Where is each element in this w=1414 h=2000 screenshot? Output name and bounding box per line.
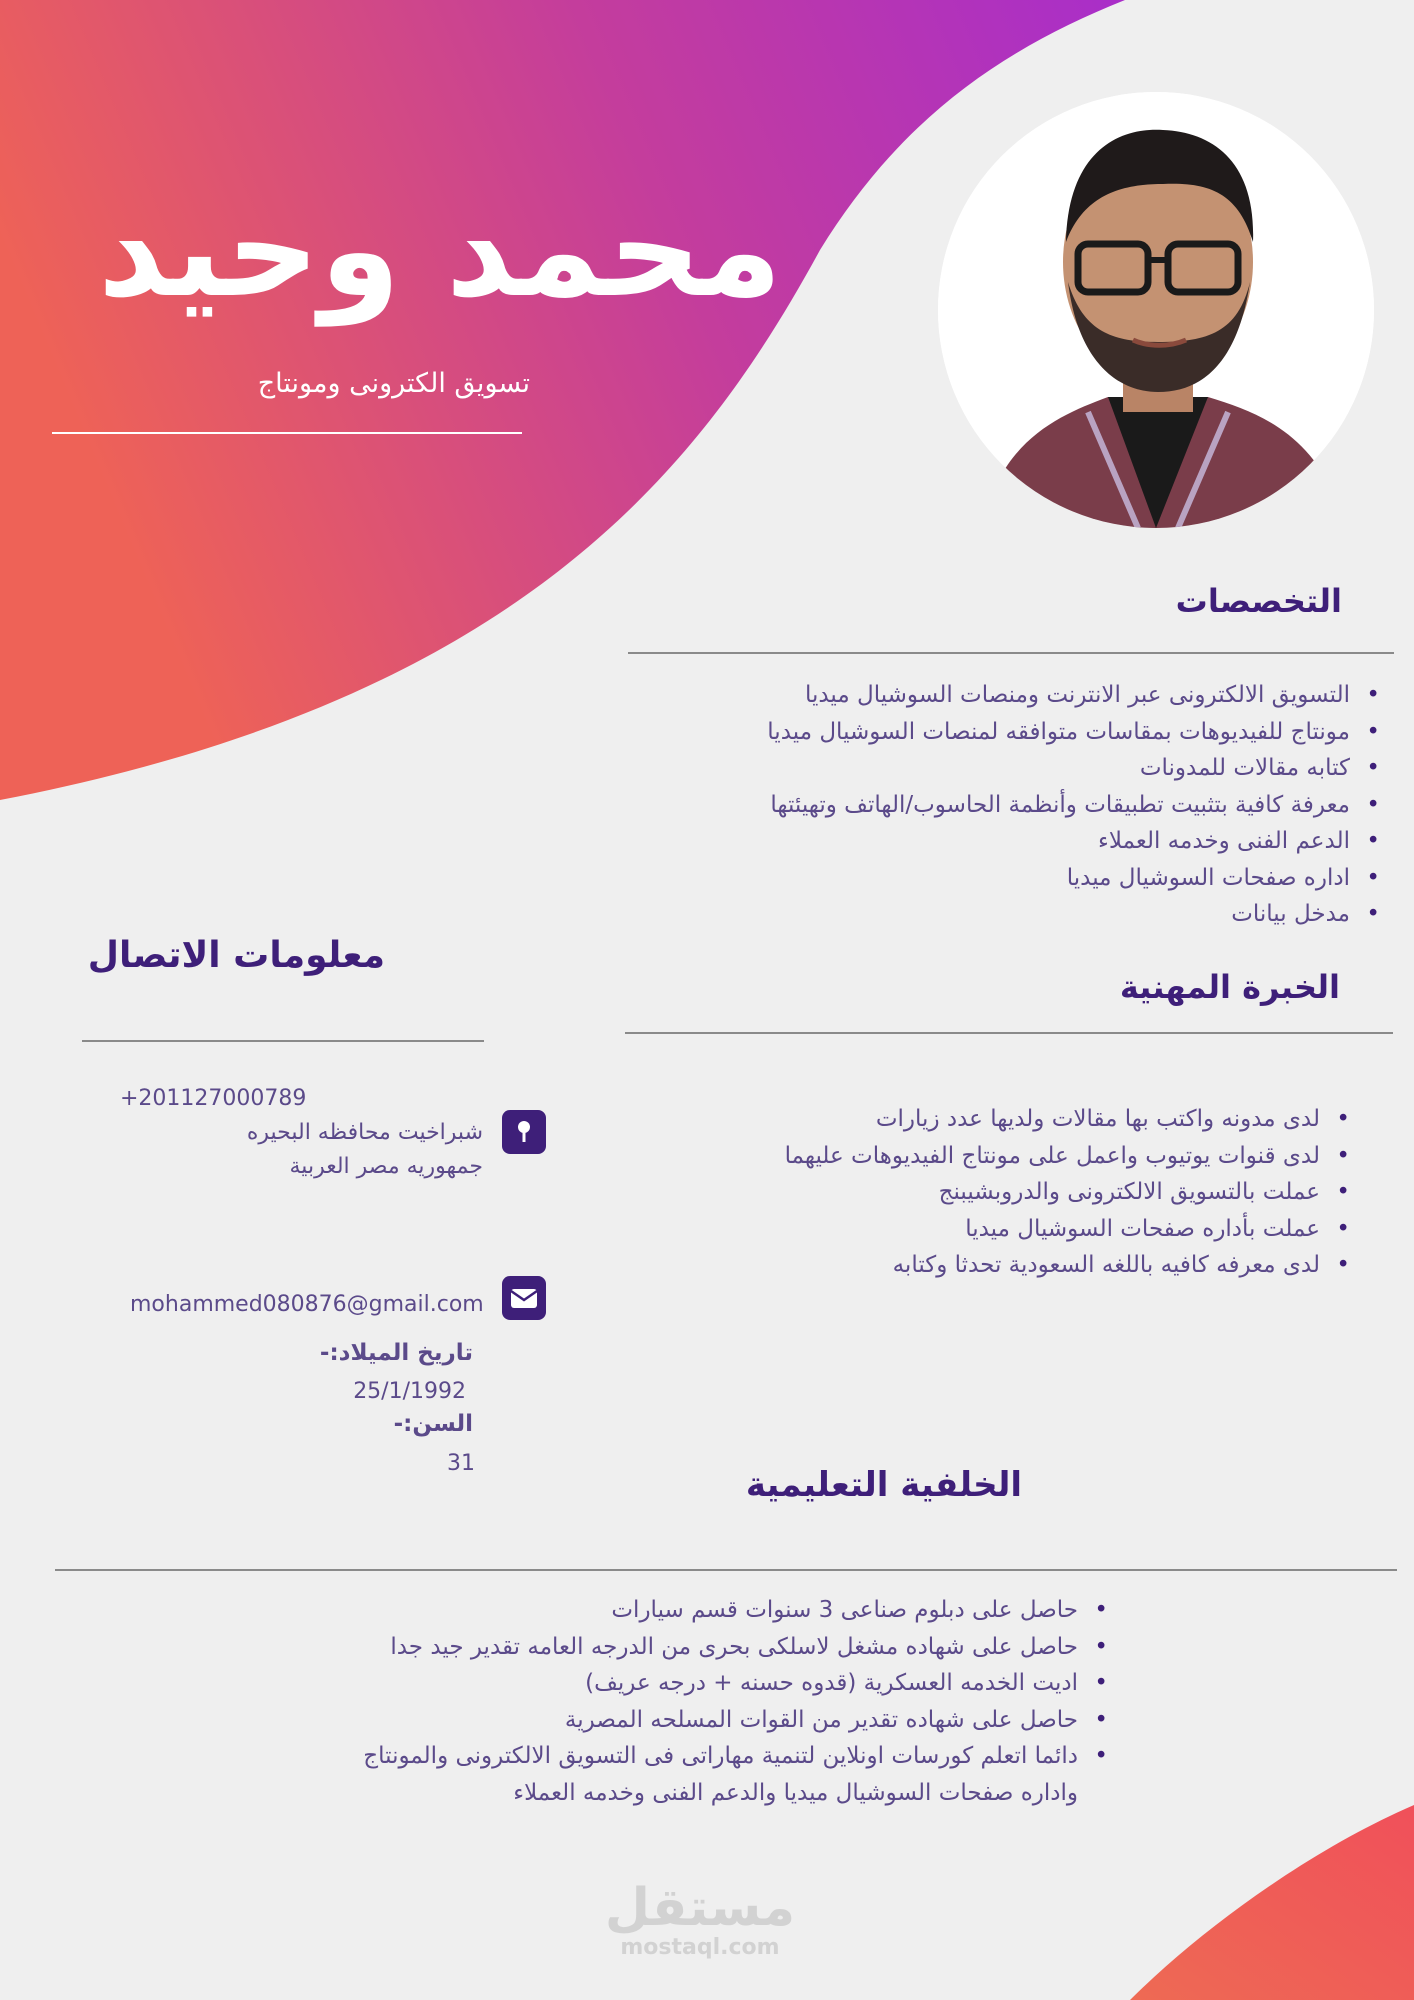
specialties-heading: التخصصات (1175, 582, 1342, 620)
title-divider (52, 432, 522, 434)
list-item: • حاصل على شهاده تقدير من القوات المسلحه المصرية (220, 1702, 1078, 1739)
list-item: • مدخل بيانات (600, 896, 1350, 933)
list-item: • معرفة كافية بتثبيت تطبيقات وأنظمة الحاسوب/الهاتف وتهيئتها (600, 787, 1350, 824)
watermark (600, 1880, 800, 1960)
specialties-divider (628, 652, 1394, 654)
list-item: • عملت بالتسويق الالكترونى والدروبشيبنج (600, 1174, 1320, 1211)
list-item: • اداره صفحات السوشيال ميديا (600, 860, 1350, 897)
list-item: • التسويق الالكترونى عبر الانترنت ومنصات السوشيال ميديا (600, 677, 1350, 714)
list-item: • لدى قنوات يوتيوب واعمل على مونتاج الفيديوهات عليهما (600, 1138, 1320, 1175)
experience-heading: الخبرة المهنية (1119, 968, 1340, 1006)
birth-date-label: تاريخ الميلاد:- (319, 1340, 473, 1366)
experience-divider (625, 1032, 1393, 1034)
bottom-right-gradient-shape (1130, 1805, 1414, 2000)
address-line-2: جمهوريه مصر العربية (289, 1154, 483, 1179)
person-name: محمد وحيد (97, 174, 783, 326)
phone-number[interactable]: +201127000789 (120, 1086, 307, 1111)
education-list (220, 1592, 1116, 1811)
list-item: • كتابه مقالات للمدونات (600, 750, 1350, 787)
specialties-list (600, 677, 1388, 933)
map-pin-icon (502, 1110, 546, 1154)
address-line-1: شبراخيت محافظه البحيره (246, 1120, 483, 1145)
watermark-arabic: مستقل (604, 1878, 796, 1938)
profile-photo (938, 92, 1374, 528)
list-item: • حاصل على شهاده مشغل لاسلكى بحرى من الدرجه العامه تقدير جيد جدا (220, 1629, 1078, 1666)
age-value: 31 (447, 1451, 475, 1476)
envelope-icon (502, 1276, 546, 1320)
list-item-line: دائما اتعلم كورسات اونلاين لتنمية مهاراتى فى التسويق الالكترونى والمونتاج (363, 1743, 1078, 1769)
education-heading: الخلفية التعليمية (745, 1465, 1022, 1505)
birth-date-value: 25/1/1992 (353, 1379, 466, 1404)
list-item: • اديت الخدمه العسكرية (قدوه حسنه + درجه عريف) (220, 1665, 1078, 1702)
list-item-line: واداره صفحات السوشيال ميديا والدعم الفنى وخدمه العملاء (513, 1779, 1078, 1806)
list-item: • عملت بأداره صفحات السوشيال ميديا (600, 1211, 1320, 1248)
education-divider (55, 1569, 1397, 1571)
list-item: • الدعم الفنى وخدمه العملاء (600, 823, 1350, 860)
list-item: • حاصل على دبلوم صناعى 3 سنوات قسم سيارات (220, 1592, 1078, 1629)
contact-divider (82, 1040, 484, 1042)
watermark-latin: mostaql.com (620, 1935, 780, 1960)
email-address[interactable]: mohammed080876@gmail.com (130, 1292, 484, 1317)
experience-list (600, 1101, 1358, 1284)
list-item: • لدى مدونه واكتب بها مقالات ولديها عدد زيارات (600, 1101, 1320, 1138)
avatar-illustration (938, 92, 1374, 528)
list-item (220, 1738, 1078, 1811)
list-item: • مونتاج للفيديوهات بمقاسات متوافقه لمنصات السوشيال ميديا (600, 714, 1350, 751)
job-title: تسويق الكترونى ومونتاج (257, 368, 530, 399)
list-item: • لدى معرفه كافيه باللغه السعودية تحدثا وكتابه (600, 1247, 1320, 1284)
age-label: السن:- (393, 1411, 473, 1437)
contact-heading: معلومات الاتصال (87, 935, 385, 976)
